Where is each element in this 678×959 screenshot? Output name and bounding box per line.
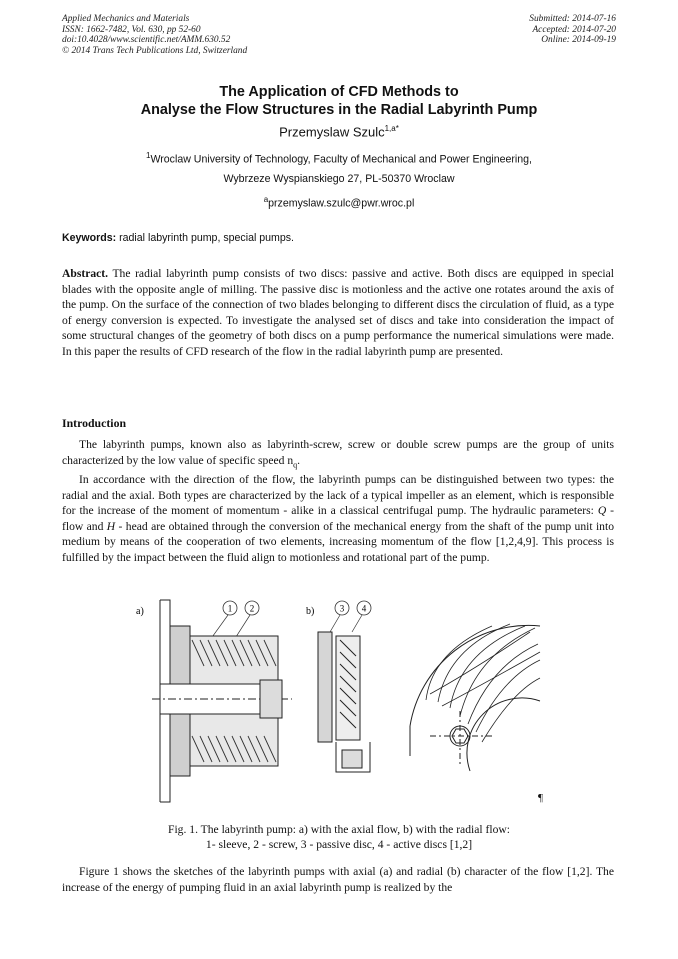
fig-label-a: a): [136, 606, 144, 617]
svg-text:2: 2: [249, 603, 255, 614]
pilcrow-mark: ¶: [538, 792, 543, 804]
intro-paragraph-2: [62, 472, 614, 565]
title-line-1: The Application of CFD Methods to: [219, 84, 459, 100]
fig-label-b: b): [306, 606, 315, 617]
intro-p1-end: .: [297, 453, 301, 467]
caption-line-2: 1- sleeve, 2 - screw, 3 - passive disc, 4 - active discs [1,2]: [205, 838, 473, 851]
radial-pump-section: [318, 632, 370, 772]
journal-copyright: © 2014 Trans Tech Publications Ltd, Switzerland: [62, 45, 248, 56]
journal-issn: ISSN: 1662-7482, Vol. 630, pp 52-60: [62, 24, 201, 35]
intro-p2-c: - head are obtained through the conversion of the mechanical energy from the shaft of the pump unit into medium by means of the cooperation of two elements, increasing momentum of the flow [1,2,4,9]. This process is fulfilled by the impact between the fluid align to motionless and rotational part of the pump.: [62, 519, 614, 564]
abstract-label: Abstract.: [62, 267, 109, 280]
callout-3: [335, 601, 349, 615]
submitted-date: Submitted: 2014-07-16: [529, 14, 616, 24]
intro-p1-text: The labyrinth pumps, known also as labyrinth-screw, screw or double screw pumps are the group of units characterized by the low value of specific speed n: [62, 438, 614, 467]
symbol-h: H: [106, 519, 116, 533]
intro-paragraph-1: [62, 437, 614, 472]
author: [62, 124, 616, 139]
journal-name: Applied Mechanics and Materials: [62, 14, 190, 24]
paper-title: [62, 83, 616, 119]
author-sup: 1,a*: [384, 124, 399, 133]
svg-text:1: 1: [227, 603, 233, 614]
title-line-2: Analyse the Flow Structures in the Radial Labyrinth Pump: [140, 102, 538, 118]
callout-2: [245, 601, 259, 615]
affiliation-line-1: [62, 151, 616, 166]
intro-p2-b: - flow and: [62, 504, 615, 533]
affiliation-sup: 1: [145, 151, 151, 160]
journal-doi[interactable]: doi:10.4028/www.scientific.net/AMM.630.52: [62, 35, 231, 46]
introduction-body: [62, 437, 614, 565]
svg-text:4: 4: [361, 603, 367, 614]
axial-pump-sketch: [152, 600, 292, 802]
submission-dates: [529, 14, 616, 46]
online-date: Online: 2014-09-19: [541, 35, 616, 46]
radial-disc-front-view: [410, 624, 540, 771]
affiliation-line-2: Wybrzeze Wyspianskiego 27, PL-50370 Wroclaw: [223, 173, 455, 185]
figure-1-labyrinth-pump: [130, 596, 550, 806]
post-figure-paragraph: Figure 1 shows the sketches of the labyrinth pumps with axial (a) and radial (b) character of the flow [1,2]. The increase of the energy of pumping fluid in an axial labyrinth pump is realized by the: [62, 865, 614, 894]
abstract: [62, 266, 614, 359]
accepted-date: Accepted: 2014-07-20: [532, 24, 616, 35]
keywords-text: radial labyrinth pump, special pumps.: [116, 232, 294, 244]
intro-p2-a: In accordance with the direction of the flow, the labyrinth pumps can be distinguished between two types: the radial and the axial. Both types are characterized by the lack of a typical impeller as an element, which is responsible for the increase of the moment of momentum - alike in a classical centrifugal pump. The hydraulic parameters:: [62, 473, 614, 518]
introduction-heading: Introduction: [62, 416, 127, 430]
post-figure-text: [62, 864, 614, 895]
caption-line-1: Fig. 1. The labyrinth pump: a) with the axial flow, b) with the radial flow:: [168, 823, 510, 836]
email-link[interactable]: przemyslaw.szulc@pwr.wroc.pl: [268, 197, 415, 210]
callout-4: [357, 601, 371, 615]
callout-1: [223, 601, 237, 615]
svg-text:3: 3: [339, 603, 345, 614]
keywords-label: Keywords:: [62, 232, 117, 244]
specific-speed-sub: q: [293, 459, 298, 469]
email-sup: a: [263, 195, 269, 204]
symbol-q: Q: [597, 504, 607, 518]
affiliation-email: [62, 195, 616, 210]
author-name: Przemyslaw Szulc: [279, 124, 385, 140]
abstract-text: The radial labyrinth pump consists of two discs: passive and active. Both discs are equipped in special blades with the opposite angle of milling. The passive disc is motionless and the active one rotates around the axis of the pump. On the surface of the connection of two blades belonging to different discs the circulation of fluid, as a type of energy conversion is expected. To investigate the analysed set of discs and take into consideration the impact of some structural changes of the geometry of both discs on a pump performance the numerical simulations were made. In this paper the results of CFD research of the flow in the radial labyrinth pump are presented.: [62, 267, 614, 358]
keywords: [62, 232, 294, 244]
figure-caption: [62, 822, 616, 852]
journal-header: [62, 14, 247, 56]
affiliation-text-1: Wroclaw University of Technology, Faculty of Mechanical and Power Engineering,: [150, 153, 532, 166]
